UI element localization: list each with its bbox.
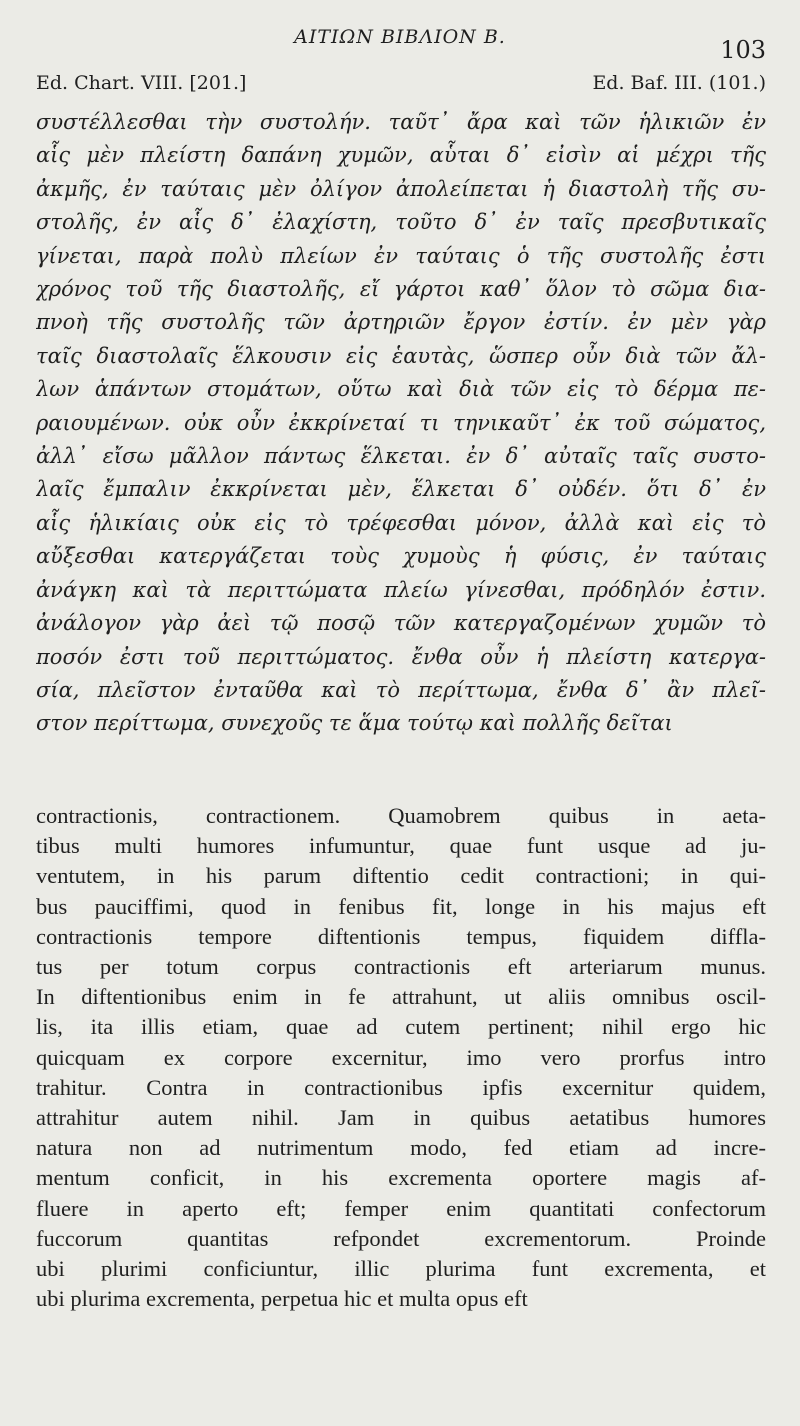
greek-text-line: συστέλλεσθαι τὴν συστολήν. ταῦτ᾽ ἄρα καὶ τῶν ἡλικιῶν ἐν: [36, 110, 766, 134]
greek-text-line: ταῖς διαστολαῖς ἕλκουσιν εἰς ἑαυτὰς, ὥσπερ οὖν διὰ τῶν ἄλ-: [36, 343, 766, 368]
latin-text-line: natura non ad nutrimentum modo, fed etiam ad incre-: [36, 1135, 766, 1161]
greek-text-line: στολῆς, ἐν αἷς δ᾽ ἐλαχίστη, τοῦτο δ᾽ ἐν ταῖς πρεσβυτικαῖς: [36, 210, 766, 235]
greek-text-line: λαῖς ἔμπαλιν ἐκκρίνεται μὲν, ἕλκεται δ᾽ οὐδέν. ὅτι δ᾽ ἐν: [36, 477, 766, 502]
greek-text-line: αἷς ἡλικίαις οὐκ εἰς τὸ τρέφεσθαι μόνον, ἀλλὰ καὶ εἰς τὸ: [36, 510, 766, 535]
latin-text-line: tus per totum corpus contractionis eft arteriarum munus.: [36, 954, 766, 980]
latin-text-line: ubi plurimi conficiuntur, illic plurima funt excrementa, et: [36, 1256, 766, 1282]
latin-text-line: quicquam ex corpore excernitur, imo vero prorfus intro: [36, 1044, 766, 1070]
latin-text-line: ventutem, in his parum diftentio cedit contractioni; in qui-: [36, 863, 766, 889]
greek-text-line: ἀνάγκη καὶ τὰ περιττώματα πλείω γίνεσθαι, πρόδηλόν ἐστιν.: [36, 577, 766, 602]
latin-text-line: bus pauciffimi, quod in fenibus fit, longe in his majus eft: [36, 893, 766, 919]
greek-text-line: λων ἁπάντων στομάτων, οὕτω καὶ διὰ τῶν εἰς τὸ δέρμα πε-: [36, 377, 766, 402]
latin-text-line: mentum conficit, in his excrementa oportere magis af-: [36, 1165, 766, 1191]
page-number: 103: [720, 36, 766, 64]
chart-edition-ref: Ed. Chart. VIII. [201.]: [36, 72, 247, 94]
greek-text-block: [36, 106, 766, 741]
greek-text-line: αὔξεσθαι κατεργάζεται τοὺς χυμοὺς ἡ φύσις, ἐν ταύταις: [36, 544, 766, 569]
greek-text-line: αἷς μὲν πλείστη δαπάνη χυμῶν, αὗται δ᾽ εἰσὶν αἱ μέχρι τῆς: [36, 143, 766, 168]
basel-edition-ref: Ed. Baf. III. (101.): [592, 72, 766, 94]
greek-text-line: ἀνάλογον γὰρ ἀεὶ τῷ ποσῷ τῶν κατεργαζομένων χυμῶν τὸ: [36, 611, 766, 636]
latin-text-line: contractionis tempore diftentionis tempus, fiquidem diffla-: [36, 923, 766, 949]
latin-text-line: attrahitur autem nihil. Jam in quibus aetatibus humores: [36, 1105, 766, 1131]
greek-text-line: πνοὴ τῆς συστολῆς τῶν ἀρτηριῶν ἔργον ἐστίν. ἐν μὲν γὰρ: [36, 310, 766, 335]
greek-text-line: ἀκμῆς, ἐν ταύταις μὲν ὀλίγον ἀπολείπεται ἡ διαστολὴ τῆς συ-: [36, 176, 766, 201]
latin-text-line: ubi plurima excrementa, perpetua hic et multa opus eft: [36, 1286, 528, 1312]
latin-text-line: lis, ita illis etiam, quae ad cutem pertinent; nihil ergo hic: [36, 1014, 766, 1040]
latin-text-line: contractionis, contractionem. Quamobrem quibus in aeta-: [36, 803, 766, 828]
latin-text-line: fluere in aperto eft; femper enim quantitati confectorum: [36, 1195, 766, 1221]
edition-references: [36, 72, 766, 94]
greek-text-line: ποσόν ἐστι τοῦ περιττώματος. ἔνθα οὖν ἡ πλείστη κατεργα-: [36, 644, 766, 669]
greek-text-line: ραιουμένων. οὐκ οὖν ἐκκρίνεταί τι τηνικαῦτ᾽ ἐκ τοῦ σώματος,: [36, 410, 766, 435]
greek-text-line: στον περίττωμα, συνεχοῦς τε ἅμα τούτῳ καὶ πολλῆς δεῖται: [36, 711, 673, 736]
latin-text-line: In diftentionibus enim in fe attrahunt, ut aliis omnibus oscil-: [36, 984, 766, 1010]
greek-text-line: ἀλλ᾽ εἴσω μᾶλλον πάντως ἕλκεται. ἐν δ᾽ αὐταῖς ταῖς συστο-: [36, 444, 766, 469]
latin-text-line: trahitur. Contra in contractionibus ipfis excernitur quidem,: [36, 1074, 766, 1100]
greek-text-line: γίνεται, παρὰ πολὺ πλείων ἐν ταύταις ὁ τῆς συστολῆς ἐστι: [36, 243, 766, 268]
running-head: ΑΙΤΙΩΝ ΒΙΒΛΙΟΝ Β.: [294, 26, 506, 48]
greek-text-line: σία, πλεῖστον ἐνταῦθα καὶ τὸ περίττωμα, ἔνθα δ᾽ ἂν πλεῖ-: [36, 677, 766, 702]
latin-text-line: fuccorum quantitas refpondet excrementorum. Proinde: [36, 1225, 766, 1251]
latin-text-line: tibus multi humores infumuntur, quae funt usque ad ju-: [36, 833, 766, 859]
greek-text-line: χρόνος τοῦ τῆς διαστολῆς, εἴ γάρτοι καθ᾽ ὅλον τὸ σῶμα δια-: [36, 277, 766, 302]
latin-text-block: [36, 801, 766, 1314]
